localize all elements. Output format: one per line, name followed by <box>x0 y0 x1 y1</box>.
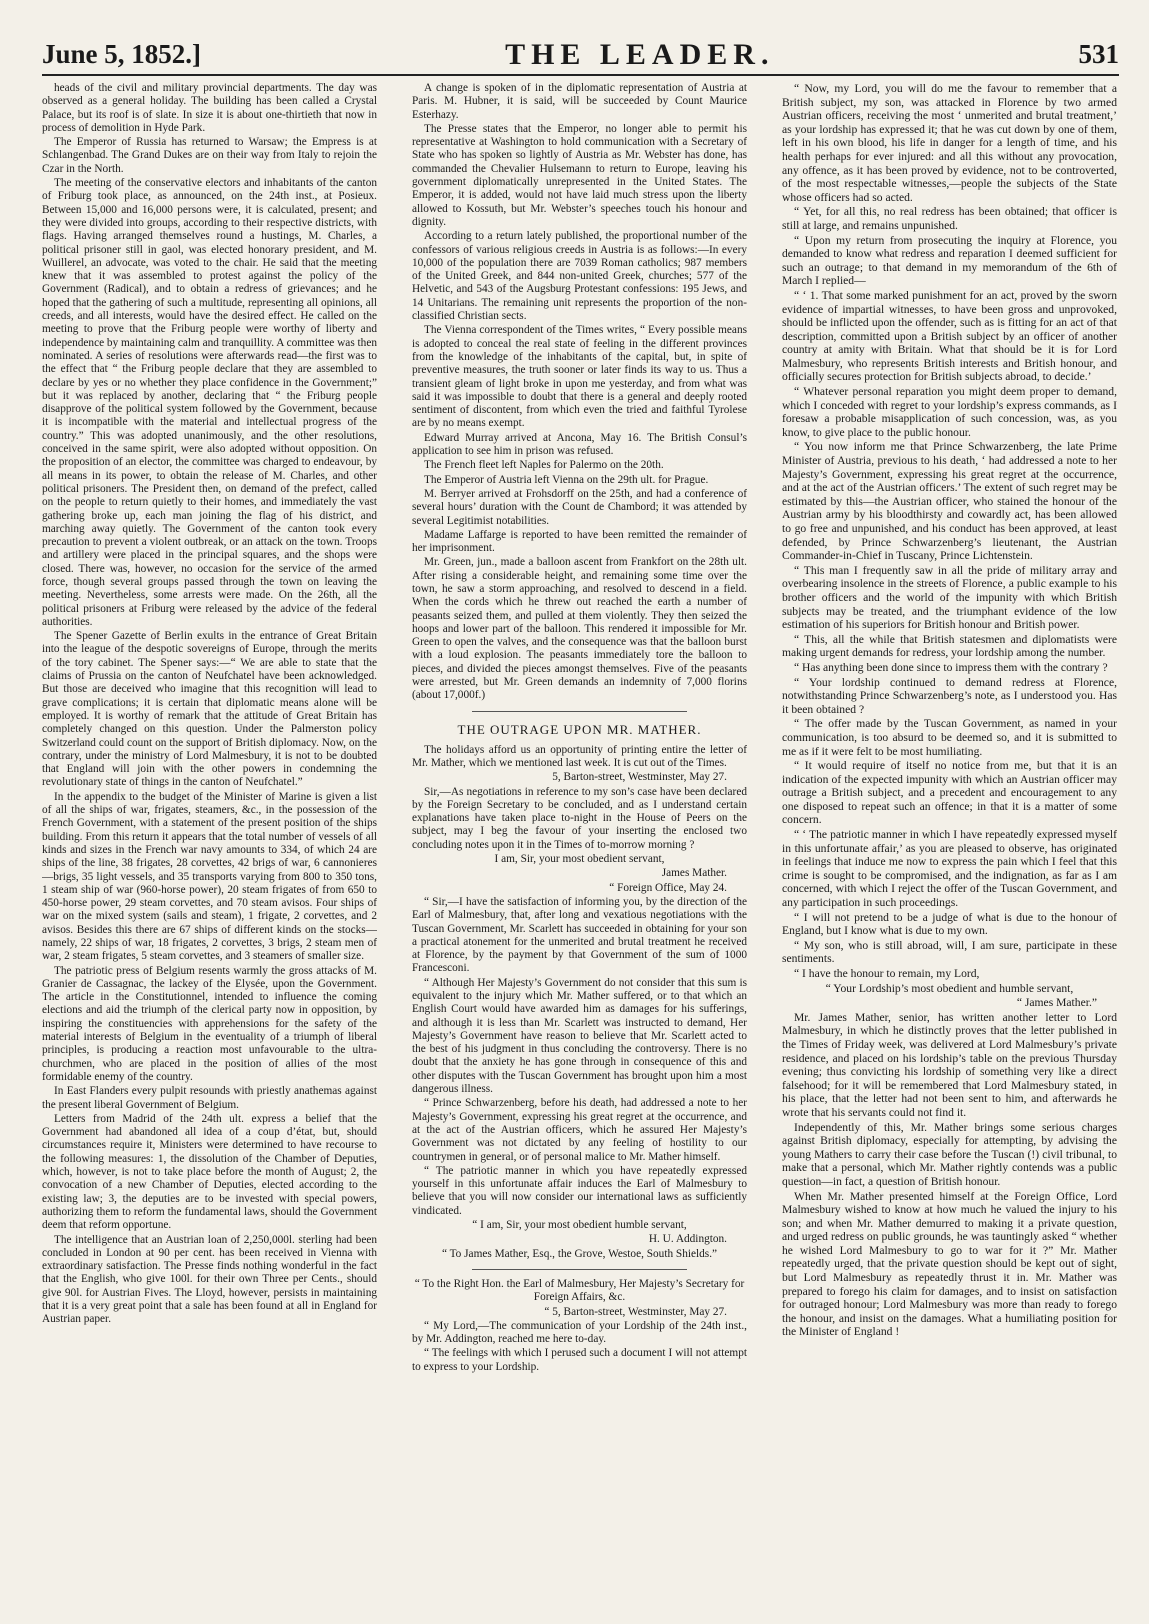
paragraph: “ Although Her Majesty’s Government do not consider that this sum is equivalent to the injury which Mr. Mather suffered, or to that which an English Court would have awarded him as damages for his sufferings, and although it is less than Mr. Scarlett was instructed to demand, Her Majesty’s Government have reason to believe that Mr. Scarlett acted to the best of his judgment in thus concluding the controversy. There is no doubt that the anxiety he has gone through in consequence of this and other disputes with the Tuscan Government has brought upon him a most dangerous illness. <box>412 976 747 1096</box>
paragraph: “ Now, my Lord, you will do me the favour to remember that a British subject, my son, was attacked in Florence by two armed Austrian officers, receiving the most ‘ unmerited and brutal treatment,’ as your lordship has expressed it; that he was cut down by one of them, left in his own blood, his life in danger for a length of time, and his health perhaps for ever injured: and all this without any provocation, any offence, as it has been proved by evidence, not to be controverted, of the most respectable witnesses,—people the subjects of the State whose officers had so acted. <box>782 82 1117 204</box>
paragraph: “ Your lordship continued to demand redress at Florence, notwithstanding Prince Schwarzenberg’s note, as I understood you. Has it been obtained ? <box>782 675 1117 716</box>
paragraph: The intelligence that an Austrian loan of 2,250,000l. sterling had been concluded in London at 90 per cent. has been received in Vienna with extraordinary satisfaction. The Presse finds nothing wonderful in the fact that the English, who give 100l. for their own Three per Cents., should give 90l. for Austrian Fives. The Lloyd, however, persists in maintaining that it is a very great point that a sale has been found at all in England for Austrian paper. <box>42 1233 377 1326</box>
column-3 <box>782 82 1117 1612</box>
commentary <box>782 1011 1117 1339</box>
paragraph: “ Upon my return from prosecuting the inquiry at Florence, you demanded to know what redress and reparation I deemed sufficient for such an outrage; to that demand in my memorandum of the 6th of March I replied— <box>782 233 1117 288</box>
paragraph: In the appendix to the budget of the Minister of Marine is given a list of all the ships of war, frigates, steamers, &c., in the possession of the French Government, with a statement of the present position of the ships building. From this return it appears that the total number of vessels of all kinds and sizes in the French war navy amounts to 334, of which 24 are ships of the line, 38 frigates, 28 corvettes, 42 brigs of war, 6 cannonieres—brigs, 35 light vessels, and 35 transports varying from 800 to 350 tons, 1 steam ship of war (960-horse power), 20 steam frigates of from 650 to 450-horse power, 29 steam corvettes, and 70 steam avisos. Four ships of war on the mixed system (sails and steam), 1 frigate, 2 corvettes, and 2 avisos. Besides this there are 67 ships of different kinds on the stocks—namely, 22 ships of war, 18 frigates, 2 corvettes, 3 brigs, 2 steam men of war, 2 steam frigates, 5 steam corvettes, and 3 steamers of smaller size. <box>42 790 377 963</box>
paragraph: “ ‘ 1. That some marked punishment for an act, proved by the sworn evidence of impartial witnesses, to have been gross and unprovoked, should be inflicted upon the offender, such as is fitting for an act of that description, committed upon a British subject by an officer of another country at amity with Britain. What that should be it is for Lord Malmesbury, who represents British interests and British honour, and officially secures protection for British subjects abroad, to decide.’ <box>782 288 1117 384</box>
paragraph: The Spener Gazette of Berlin exults in the entrance of Great Britain into the league of the despotic sovereigns of Europe, through the merits of the tory cabinet. The Spener says:—“ We are able to state that the claims of Prussia on the canton of Neufchatel have been acknowledged. But those are deceived who imagine that this recognition will lead to grave complications; it is certain that diplomatic means alone will be employed. It is worthy of remark that the attitude of Great Britain has completely changed on this question. Under the Palmerston policy Switzerland could count on the support of British diplomacy. Now, on the contrary, under the ministry of Lord Malmesbury, it is not to be doubted that England will join with the other powers in condemning the revolutionary state of things in the canton of Neufchatel.” <box>42 630 377 789</box>
paragraph: “ Has anything been done since to impress them with the contrary ? <box>794 660 1108 674</box>
paragraph: A change is spoken of in the diplomatic representation of Austria at Paris. M. Hubner, it is said, will be succeeded by Count Maurice Esterhazy. <box>412 82 747 121</box>
paragraph: The Emperor of Russia has returned to Warsaw; the Empress is at Schlangenbad. The Grand Dukes are on their way from Italy to rejoin the Czar in the North. <box>42 136 377 175</box>
letter-address: “ 5, Barton-street, Westminster, May 27. <box>544 1305 727 1318</box>
letter-closing: I am, Sir, your most obedient servant, <box>494 853 665 866</box>
letter-body: Sir,—As negotiations in reference to my son’s case have been declared by the Foreign Secretary to be concluded, and as I understand certain explanations have taken place to-night in the House of Peers on the subject, may I beg the favour of your inserting the enclosed two concluding notes upon it in the Times of to-morrow morning ? <box>412 785 747 851</box>
paragraph: Edward Murray arrived at Ancona, May 16. The British Consul’s application to see him in prison was refused. <box>412 431 747 458</box>
letter-header: “ Foreign Office, May 24. <box>609 881 727 894</box>
letter-closing: “ Your Lordship’s most obedient and humble servant, <box>825 981 1074 995</box>
paragraph: “ The offer made by the Tuscan Government, as named in your communication, is too absurd to be deemed so, and it is submitted to me as if it were felt to be most humiliating. <box>782 717 1117 758</box>
paragraph: According to a return lately published, the proportional number of the confessors of various religious creeds in Austria is as follows:—In every 10,000 of the population there are 7039 Roman catholics; 987 members of the United Greek, and 844 non-united Greek, churches; 577 of the Helvetic, and 543 of the Augsburg Protestant confessions: 195 Jews, and 14 Unitarians. The remaining unit represents the proportion of the non-classified Christian sects. <box>412 230 747 323</box>
paragraph: “ I have the honour to remain, my Lord, <box>794 967 980 980</box>
divider <box>472 1269 687 1270</box>
column-2 <box>412 82 747 1612</box>
paragraph: Independently of this, Mr. Mather brings some serious charges against British diplomacy, especially for attempting, by advising the young Mathers to carry their case before the Tuscan (!) civil tribunal, to make that a personal, which Mr. Mather rightly contends was a public question—in fact, a question of British honour. <box>782 1120 1117 1188</box>
paragraph: The Vienna correspondent of the Times writes, “ Every possible means is adopted to conceal the real state of feeling in the different provinces from the knowledge of the inhabitants of the capital, but, in spite of preventive measures, the truth sooner or later finds its way to us. Thus a transient gleam of light broke in upon me yesterday, and from what was said it was impossible to doubt that there is a general and deeply rooted sentiment of discontent, from which even the tried and faithful Tyrolese are by no means exempt. <box>412 324 747 430</box>
paragraph: “ ‘ The patriotic manner in which I have repeatedly expressed myself in this unfortunate affair,’ as you are pleased to observe, has originated in feelings that induce me now to express the pain which I feel that this crime is sought to be compromised, and the indignation, as far as I am concerned, with which I reject the offer of the Tuscan Government, and any participation in such proceedings. <box>782 828 1117 910</box>
paragraph: The patriotic press of Belgium resents warmly the gross attacks of M. Granier de Cassagnac, the lackey of the Elysée, upon the Government. The article in the Constitutionnel, intended to influence the coming elections and aid the triumph of the clerical party now in opposition, by inspiring the constituencies with apprehensions for the safety of the material interests of Belgium in the eventuality of a triumph of liberal principles, is producing a reaction most unfavourable to the ultra-churchmen, who are placed in the position of allies of the most formidable enemy of the country. <box>42 964 377 1083</box>
page-number: 531 <box>1078 39 1119 69</box>
paragraph: Mr. Green, jun., made a balloon ascent from Frankfort on the 28th ult. After rising a considerable height, and remaining some time over the town, he saw a storm approaching, and resolved to descend in a field. When the cords which he threw out reached the earth a number of peasants seized them, and pulled at them violently. They then seized the hoops and lower part of the balloon. This rendered it impossible for Mr. Green to open the valves, and the consequence was that the balloon burst with a loud explosion. The peasants immediately tore the balloon to pieces, and divided the pieces amongst themselves. Five of the peasants were arrested, but Mr. Green demands an indemnity of 7,000 florins (about 17,000f.) <box>412 556 747 702</box>
paragraph: Mr. James Mather, senior, has written another letter to Lord Malmesbury, in which he distinctly proves that the letter published in the Times of Friday week, was delivered at Lord Malmesbury’s private residence, and placed on his lordship’s table on the previous Thursday evening; thus convicting his lordship of something very like a direct falsehood; for it will be remembered that Lord Malmesbury stated, in his place, that the letter had not been sent to him, and afterwards he wrote that his servants could not find it. <box>782 1010 1117 1119</box>
paragraph: M. Berryer arrived at Frohsdorff on the 25th, and had a conference of several hours’ duration with the Count de Chambord; it was attended by several Legitimist notabilities. <box>412 487 747 527</box>
paragraph: “ Sir,—I have the satisfaction of informing you, by the direction of the Earl of Malmesbury, that, after long and vexatious negotiations with the Tuscan Government, Mr. Scarlett has succeeded in obtaining for your son a practical atonement for the unmerited and brutal treatment he received at Florence, by the payment by that Government of the sum of 1000 Francesconi. <box>412 895 747 975</box>
letter-address: 5, Barton-street, Westminster, May 27. <box>552 771 727 784</box>
paragraph: In East Flanders every pulpit resounds with priestly anathemas against the present liberal Government of Belgium. <box>42 1085 377 1111</box>
paragraph: “ The patriotic manner in which you have repeatedly expressed yourself in this unfortunate affair induces the Earl of Malmesbury to believe that you will now consider our international laws as sufficiently vindicated. <box>412 1164 747 1217</box>
paragraph: “ This, all the while that British statesmen and diplomatists were making urgent demands for redress, your lordship among the number. <box>782 632 1117 660</box>
letter-signature: James Mather. <box>661 867 727 880</box>
paragraph: “ Whatever personal reparation you might deem proper to demand, which I conceded with regret to your lordship’s express commands, as I foresaw a probable misapplication of such concession, was, as you know, to give place to the public honour. <box>782 385 1117 439</box>
article-intro: The holidays afford us an opportunity of printing entire the letter of Mr. Mather, which we mentioned last week. It is cut out of the Times. <box>412 743 747 769</box>
paragraph: “ My Lord,—The communication of your Lordship of the 24th inst., by Mr. Addington, reached me here to-day. <box>412 1319 747 1346</box>
masthead <box>42 30 1119 76</box>
letter-recipient: “ To James Mather, Esq., the Grove, Westoe, South Shields.” <box>441 1247 718 1260</box>
foreign-office-letter <box>412 896 747 1218</box>
mather-letter <box>782 82 1117 981</box>
paragraph: “ It would require of itself no notice from me, but that it is an indication of the expected impunity with which an Austrian officer may outrage a British subject, and a precedent and encouragement to any one disposed to repeat such an offence; in that it is a matter of some concern. <box>782 759 1117 827</box>
letter-addressee: “ To the Right Hon. the Earl of Malmesbury, Her Majesty’s Secretary for Foreign Affairs, &c. <box>414 1277 745 1304</box>
newspaper-title: THE LEADER. <box>505 38 775 71</box>
paragraph: “ You now inform me that Prince Schwarzenberg, the late Prime Minister of Austria, previous to his death, ‘ had addressed a note to her Majesty’s Government, expressing his great regret at the occurrence, and at the act of the Austrian officers.’ The extent of such regret may be estimated by this—the Austrian officer, who stained the honour of the Austrian army by his bloodthirsty and cowardly act, has been allowed to go free and unpunished, and his conduct has been approved, at least defended, by Prince Schwarzenberg’s lieutenant, the Austrian Commander-in-Chief in Tuscany, Prince Lichtenstein. <box>782 440 1117 563</box>
column-1 <box>42 82 377 1612</box>
paragraph: “ Yet, for all this, no real redress has been obtained; that officer is still at large, and remains unpunished. <box>782 205 1117 232</box>
paragraph: The meeting of the conservative electors and inhabitants of the canton of Friburg took place, as announced, on the 24th inst., at Posieux. Between 15,000 and 16,000 persons were, it is calculated, present; and they were divided into groups, according to their respective districts, with flags. Having arranged themselves round a hustings, M. Charles, a political prisoner still in gaol, was elected honorary president, and M. Wuillerel, an advocate, was voted to the chair. He said that the meeting knew that it was assembled to protest against the policy of the Government (Radical), and to obtain a redress of grievances; and he hoped that the gathering of such a multitude, representing all opinions, all creeds, and all interests, would have the desired effect. He called on the meeting to prove that the Friburg people were worthy of liberty and independence by maintaining calm and tranquillity. A committee was then nominated. A series of resolutions were afterwards read—the first was to the effect that “ the Friburg people declare that they are assembled to declare by yes or no whether they place confidence in the Government;” but it was replaced by another, declaring that “ the Friburg people disapprove of the political system followed by the Government, because it is incompatible with the material and intellectual progress of the country.” This was adopted unanimously, and the other resolutions, conceived in the same spirit, were also adopted without opposition. On the proposition of an elector, the committee was charged to endeavour, by all means in its power, to obtain the release of M. Charles, and other political prisoners. The President then, on demand of the prefect, called on the people to return quietly to their homes, and immediately the vast gathering broke up, each man joining the flag of his district, and marching away quietly. The Government of the canton took every precaution to prevent a violent outbreak, or an attack on the town. Troops and artillery were placed in the principal squares, and the shops were closed. There was, however, no occasion for the service of the armed force, though several groups passed through the town on leaving the meeting. Nevertheless, some arrests were made. On the 26th, all the political prisoners at Friburg were released by the advice of the federal authorities. <box>42 177 377 628</box>
paragraph: The French fleet left Naples for Palermo on the 20th. <box>424 459 664 472</box>
issue-date: June 5, 1852.] <box>42 39 202 69</box>
paragraph: Letters from Madrid of the 24th ult. express a belief that the Government had abandoned all idea of a coup d’état, but, should circumstances require it, Ministers were determined to have recourse to the following measures: 1, the dissolution of the Chamber of Deputies, which, however, is not to take place before the month of August; 2, the convocation of a new Chamber of Deputies, elected according to the existing law; 3, the deputies are to be invested with special powers, authorizing them to reform the fundamental laws, should the Government deem that reform opportune. <box>42 1112 377 1232</box>
paragraph: “ I will not pretend to be a judge of what is due to the honour of England, but I know what is due to my own. <box>782 910 1117 938</box>
paragraph: The Emperor of Austria left Vienna on the 29th ult. for Prague. <box>424 473 709 486</box>
letter-closing: “ I am, Sir, your most obedient humble servant, <box>472 1219 687 1232</box>
paragraph: “ Prince Schwarzenberg, before his death, had addressed a note to her Majesty’s Government, expressing his great regret at the occurrence, and at the act of the Austrian officers, which he assured Her Majesty’s Government was not dictated by any feeling of hostility to our countrymen in general, or of personal malice to Mr. Mather himself. <box>412 1097 747 1163</box>
reply-letter <box>412 1320 747 1374</box>
article-title: THE OUTRAGE UPON MR. MATHER. <box>457 721 702 737</box>
paragraph: heads of the civil and military provincial departments. The day was observed as a general holiday. The building has been called a Crystal Palace, but its roof is of slate. In size it is about one-thirtieth that now in process of demolition in Hyde Park. <box>42 82 377 134</box>
paragraph: “ The feelings with which I perused such a document I will not attempt to express to your Lordship. <box>412 1347 747 1373</box>
paragraph: When Mr. Mather presented himself at the Foreign Office, Lord Malmesbury wished to know at how much he valued the injury to his son; and when Mr. Mather demurred to making it a private question, and urged redress on public grounds, he was tauntingly asked “ whether he wished Lord Malmesbury to go to war for it ?” Mr. Mather repeatedly urged, that the private question should be kept out of sight, but Lord Malmesbury as repeatedly thrust it in. Mr. Mather was prepared to forego his claim for damages, and to insist on satisfaction for outraged honour; Lord Malmesbury was more than ready to forego the honour, and insist on the damages. What a humiliating position for the Minister of England ! <box>782 1189 1117 1339</box>
article-columns <box>42 82 1119 1612</box>
letter-signature: H. U. Addington. <box>648 1233 727 1246</box>
divider <box>472 711 687 712</box>
paragraph: The Presse states that the Emperor, no longer able to permit his representative at Washington to hold communication with a Secretary of State who has spoken so lightly of Austria as Mr. Webster has done, has commanded the Chevalier Hulsemann to return to Europe, leaving his government diplomatically unrepresented in the United States. The Emperor, it is added, would not have laid much stress upon the liberty allowed to Kossuth, but Mr. Webster’s speeches touch his honour and dignity. <box>412 122 747 228</box>
letter-signature: “ James Mather.” <box>1016 996 1097 1010</box>
paragraph: “ My son, who is still abroad, will, I am sure, participate in these sentiments. <box>782 938 1117 966</box>
paragraph: Madame Laffarge is reported to have been remitted the remainder of her imprisonment. <box>412 528 747 555</box>
column-2-news <box>412 82 747 703</box>
paragraph: “ This man I frequently saw in all the pride of military array and overbearing insolence in the streets of Florence, a public example to his brother officers and the world of the impunity with which British subjects may be treated, and the triumphant evidence of the low estimation of his superiors for British honour and British power. <box>782 563 1117 632</box>
